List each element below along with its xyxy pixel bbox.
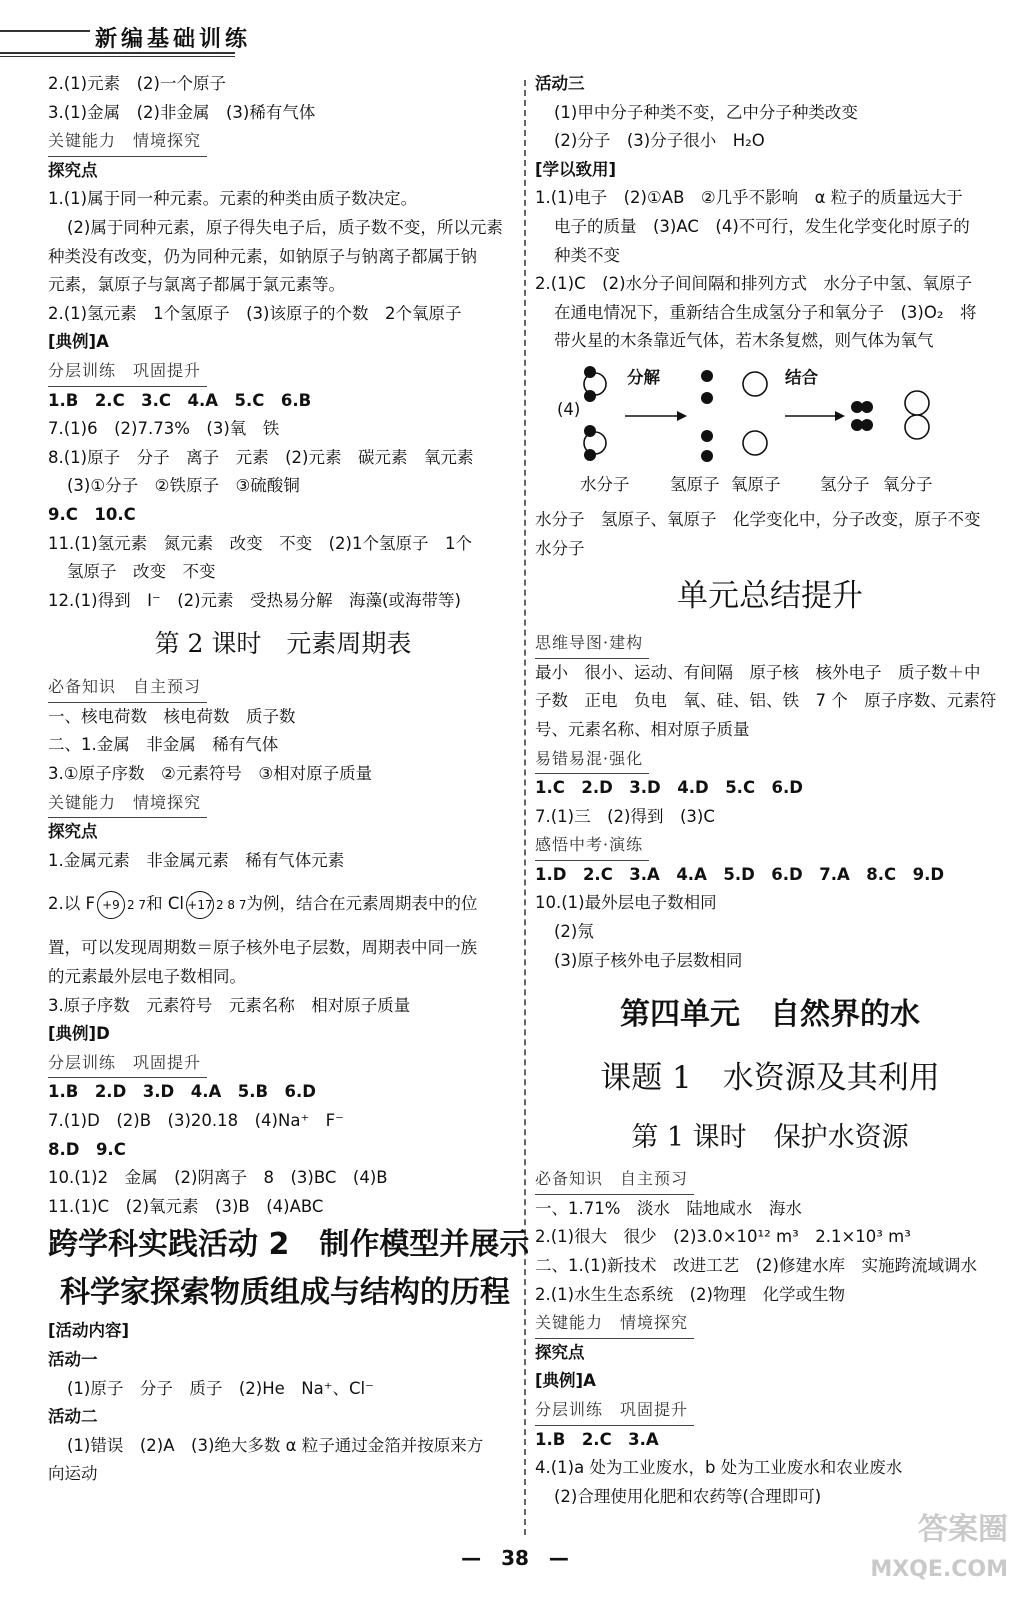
answer-line: 2.(1)水生生态系统 (2)物理 化学或生物 bbox=[535, 1284, 845, 1304]
page-number: — 38 — bbox=[461, 1546, 569, 1570]
answer-line: 9.C 10.C bbox=[48, 504, 136, 524]
diagram-caption: 氧原子 bbox=[731, 474, 781, 494]
answer-line: 二、1.金属 非金属 稀有气体 bbox=[48, 735, 279, 755]
oxygen-molecule-icon bbox=[905, 391, 929, 439]
watermark-logo bbox=[870, 1510, 1008, 1590]
answer-line: 号、元素名称、相对原子质量 bbox=[535, 719, 750, 739]
hydrogen-atoms-icon bbox=[701, 370, 713, 462]
answer-line: 11.(1)氢元素 氮元素 改变 不变 (2)1个氢原子 1个 bbox=[48, 533, 472, 553]
answer-line: 带火星的木条靠近气体，若木条复燃，则气体为氧气 bbox=[554, 331, 934, 351]
water-molecule-icon bbox=[584, 366, 606, 461]
section-label: 必备知识 自主预习 bbox=[535, 1165, 694, 1195]
lesson-title: 第 2 课时 元素周期表 bbox=[154, 629, 412, 659]
section-label: 感悟中考·演练 bbox=[535, 831, 649, 861]
answer-line: 向运动 bbox=[48, 1464, 98, 1484]
answer-line: 2.(1)元素 (2)一个原子 bbox=[48, 74, 226, 93]
water-electrolysis-diagram bbox=[535, 356, 1005, 506]
answer-line: 10.(1)最外层电子数相同 bbox=[535, 893, 717, 913]
answer-text: 为例，结合在元素周期表中的位 bbox=[246, 894, 478, 914]
answer-line: 的元素最外层电子数相同。 bbox=[48, 967, 246, 987]
diagram-caption: 氢原子 bbox=[670, 474, 720, 494]
watermark-url: MXQE.COM bbox=[870, 1557, 1008, 1582]
example-answer: [典例]A bbox=[48, 332, 109, 352]
combine-label: 结合 bbox=[785, 367, 818, 387]
subsection-heading: [活动内容] bbox=[48, 1321, 130, 1341]
section-label: 易错易混·强化 bbox=[535, 745, 649, 775]
section-label: 关键能力 情境探究 bbox=[48, 789, 207, 819]
answer-line: 7.(1)D (2)B (3)20.18 (4)Na⁺ F⁻ bbox=[48, 1111, 344, 1130]
lesson-title: 第 1 课时 保护水资源 bbox=[631, 1122, 909, 1154]
subsection-heading: 探究点 bbox=[48, 822, 98, 842]
arrow-head-icon bbox=[835, 411, 845, 421]
answer-line: (2)分子 (3)分子很小 H₂O bbox=[554, 131, 765, 151]
chlorine-shells: 2 8 7 bbox=[215, 898, 247, 913]
page-header bbox=[0, 0, 1030, 60]
diagram-caption: 氧分子 bbox=[883, 474, 933, 494]
subsection-heading: 活动二 bbox=[48, 1407, 98, 1427]
section-label: 关键能力 情境探究 bbox=[48, 127, 207, 157]
answer-line: (2)合理使用化肥和农药等(合理即可) bbox=[554, 1486, 822, 1506]
subsection-heading: 活动一 bbox=[48, 1349, 98, 1369]
watermark-text: 答案圈 bbox=[918, 1512, 1008, 1547]
answer-text: 2.以 F bbox=[48, 894, 95, 914]
answer-line: 1.C 2.D 3.D 4.D 5.C 6.D bbox=[535, 778, 803, 798]
column-divider bbox=[524, 80, 526, 1535]
answer-line: 1.B 2.C 3.A bbox=[535, 1429, 659, 1449]
diagram-caption: 水分子 bbox=[580, 474, 630, 494]
answer-line: 二、1.(1)新技术 改进工艺 (2)修建水库 实施跨流域调水 bbox=[535, 1256, 977, 1276]
answer-line: 3.原子序数 元素符号 元素名称 相对原子质量 bbox=[48, 995, 411, 1015]
example-answer: [典例]A bbox=[535, 1371, 596, 1391]
answer-line: 氢原子 改变 不变 bbox=[67, 562, 216, 582]
answer-line: 12.(1)得到 I⁻ (2)元素 受热易分解 海藻(或海带等) bbox=[48, 590, 461, 610]
answer-text: 和 Cl bbox=[146, 894, 184, 914]
answer-line: 一、1.71% 淡水 陆地咸水 海水 bbox=[535, 1198, 802, 1218]
answer-line: (2)属于同种元素，原子得失电子后，质子数不变，所以元素 bbox=[67, 217, 503, 237]
answer-line: 1.金属元素 非金属元素 稀有气体元素 bbox=[48, 850, 345, 870]
question-number: (4) bbox=[557, 399, 581, 419]
unit-title: 第四单元 自然界的水 bbox=[620, 997, 920, 1033]
answer-line: 3.①原子序数 ②元素符号 ③相对原子质量 bbox=[48, 764, 373, 784]
section-label: 分层训练 巩固提升 bbox=[48, 357, 207, 387]
answer-line: 7.(1)三 (2)得到 (3)C bbox=[535, 806, 715, 826]
atom-structure-line bbox=[48, 875, 518, 934]
section-label: 思维导图·建构 bbox=[535, 629, 649, 659]
subsection-heading: [学以致用] bbox=[535, 159, 617, 179]
diagram-caption: 氢分子 bbox=[820, 474, 870, 494]
header-rule-left bbox=[0, 30, 90, 32]
section-label: 必备知识 自主预习 bbox=[48, 673, 207, 703]
section-label: 关键能力 情境探究 bbox=[535, 1309, 694, 1339]
answer-line: 种类没有改变，仍为同种元素，如钠原子与钠离子都属于钠 bbox=[48, 246, 477, 266]
answer-line: 2.(1)很大 很少 (2)3.0×10¹² m³ 2.1×10³ m³ bbox=[535, 1227, 911, 1247]
answer-line: 种类不变 bbox=[554, 245, 620, 265]
answer-line: (2)氖 bbox=[554, 922, 594, 942]
topic-title: 课题 1 水资源及其利用 bbox=[600, 1060, 940, 1097]
unit-summary-title: 单元总结提升 bbox=[677, 578, 863, 615]
header-rule-bottom-thin bbox=[0, 56, 235, 57]
subsection-heading: 探究点 bbox=[535, 1342, 585, 1362]
decompose-label: 分解 bbox=[627, 367, 660, 387]
header-title: 新编基础训练 bbox=[95, 26, 252, 52]
answer-line: 水分子 氢原子、氧原子 化学变化中，分子改变，原子不变 bbox=[535, 509, 981, 529]
subsection-heading: 探究点 bbox=[48, 160, 98, 180]
section-label: 分层训练 巩固提升 bbox=[48, 1049, 207, 1079]
answer-line: 7.(1)6 (2)7.73% (3)氧 铁 bbox=[48, 419, 280, 439]
answer-line: 子数 正电 负电 氧、硅、铝、铁 7 个 原子序数、元素符 bbox=[535, 691, 997, 711]
answer-line: (3)原子核外电子层数相同 bbox=[554, 950, 743, 970]
chlorine-nucleus-icon: +17 bbox=[186, 891, 214, 919]
answer-line: (1)错误 (2)A (3)绝大多数 α 粒子通过金箔并按原来方 bbox=[67, 1435, 484, 1455]
answer-line: (3)①分子 ②铁原子 ③硫酸铜 bbox=[67, 476, 300, 496]
right-column bbox=[535, 70, 1005, 1511]
answer-line: 元素，氯原子与氯离子都属于氯元素等。 bbox=[48, 275, 345, 295]
left-column bbox=[48, 70, 530, 1489]
answer-line: 8.(1)原子 分子 离子 元素 (2)元素 碳元素 氧元素 bbox=[48, 447, 474, 467]
hydrogen-molecule-icon bbox=[851, 401, 873, 431]
answer-line: 1.B 2.D 3.D 4.A 5.B 6.D bbox=[48, 1082, 317, 1102]
answer-line: 4.(1)a 处为工业废水，b 处为工业废水和农业废水 bbox=[535, 1458, 903, 1478]
header-rule-bottom bbox=[0, 52, 235, 54]
answer-line: 8.D 9.C bbox=[48, 1139, 126, 1159]
answer-line: 11.(1)C (2)氧元素 (3)B (4)ABC bbox=[48, 1196, 324, 1216]
example-answer: [典例]D bbox=[48, 1024, 110, 1044]
answer-line: 3.(1)金属 (2)非金属 (3)稀有气体 bbox=[48, 102, 316, 122]
answer-line: 电子的质量 (3)AC (4)不可行，发生化学变化时原子的 bbox=[554, 216, 970, 236]
activity-title: 跨学科实践活动 2 制作模型并展示 bbox=[48, 1227, 530, 1263]
answer-line: (1)原子 分子 质子 (2)He Na⁺、Cl⁻ bbox=[67, 1378, 374, 1398]
answer-line: 1.D 2.C 3.A 4.A 5.D 6.D 7.A 8.C 9.D bbox=[535, 864, 945, 884]
answer-line: 1.(1)属于同一种元素。元素的种类由质子数决定。 bbox=[48, 189, 418, 209]
answer-line: 2.(1)氢元素 1个氢原子 (3)该原子的个数 2个氧原子 bbox=[48, 303, 462, 323]
answer-line: 2.(1)C (2)水分子间间隔和排列方式 水分子中氢、氧原子 bbox=[535, 274, 973, 294]
activity-title: 科学家探索物质组成与结构的历程 bbox=[60, 1275, 510, 1311]
answer-line: 一、核电荷数 核电荷数 质子数 bbox=[48, 706, 296, 726]
answer-line: 水分子 bbox=[535, 538, 585, 558]
fluorine-shells: 2 7 bbox=[126, 898, 147, 913]
fluorine-nucleus-icon: +9 bbox=[97, 891, 125, 919]
section-label: 分层训练 巩固提升 bbox=[535, 1396, 694, 1426]
answer-line: 1.B 2.C 3.C 4.A 5.C 6.B bbox=[48, 390, 312, 410]
answer-line: 置，可以发现周期数＝原子核外电子层数，周期表中同一族 bbox=[48, 938, 477, 958]
arrow-head-icon bbox=[677, 411, 687, 421]
oxygen-atoms-icon bbox=[743, 372, 767, 455]
answer-line: 在通电情况下，重新结合生成氢分子和氧分子 (3)O₂ 将 bbox=[554, 302, 977, 322]
answer-line: 最小 很小、运动、有间隔 原子核 核外电子 质子数＋中 bbox=[535, 662, 981, 682]
answer-line: 1.(1)电子 (2)①AB ②几乎不影响 α 粒子的质量远大于 bbox=[535, 188, 963, 208]
subsection-heading: 活动三 bbox=[535, 74, 585, 93]
answer-line: (1)甲中分子种类不变，乙中分子种类改变 bbox=[554, 102, 858, 122]
answer-line: 10.(1)2 金属 (2)阴离子 8 (3)BC (4)B bbox=[48, 1168, 388, 1188]
